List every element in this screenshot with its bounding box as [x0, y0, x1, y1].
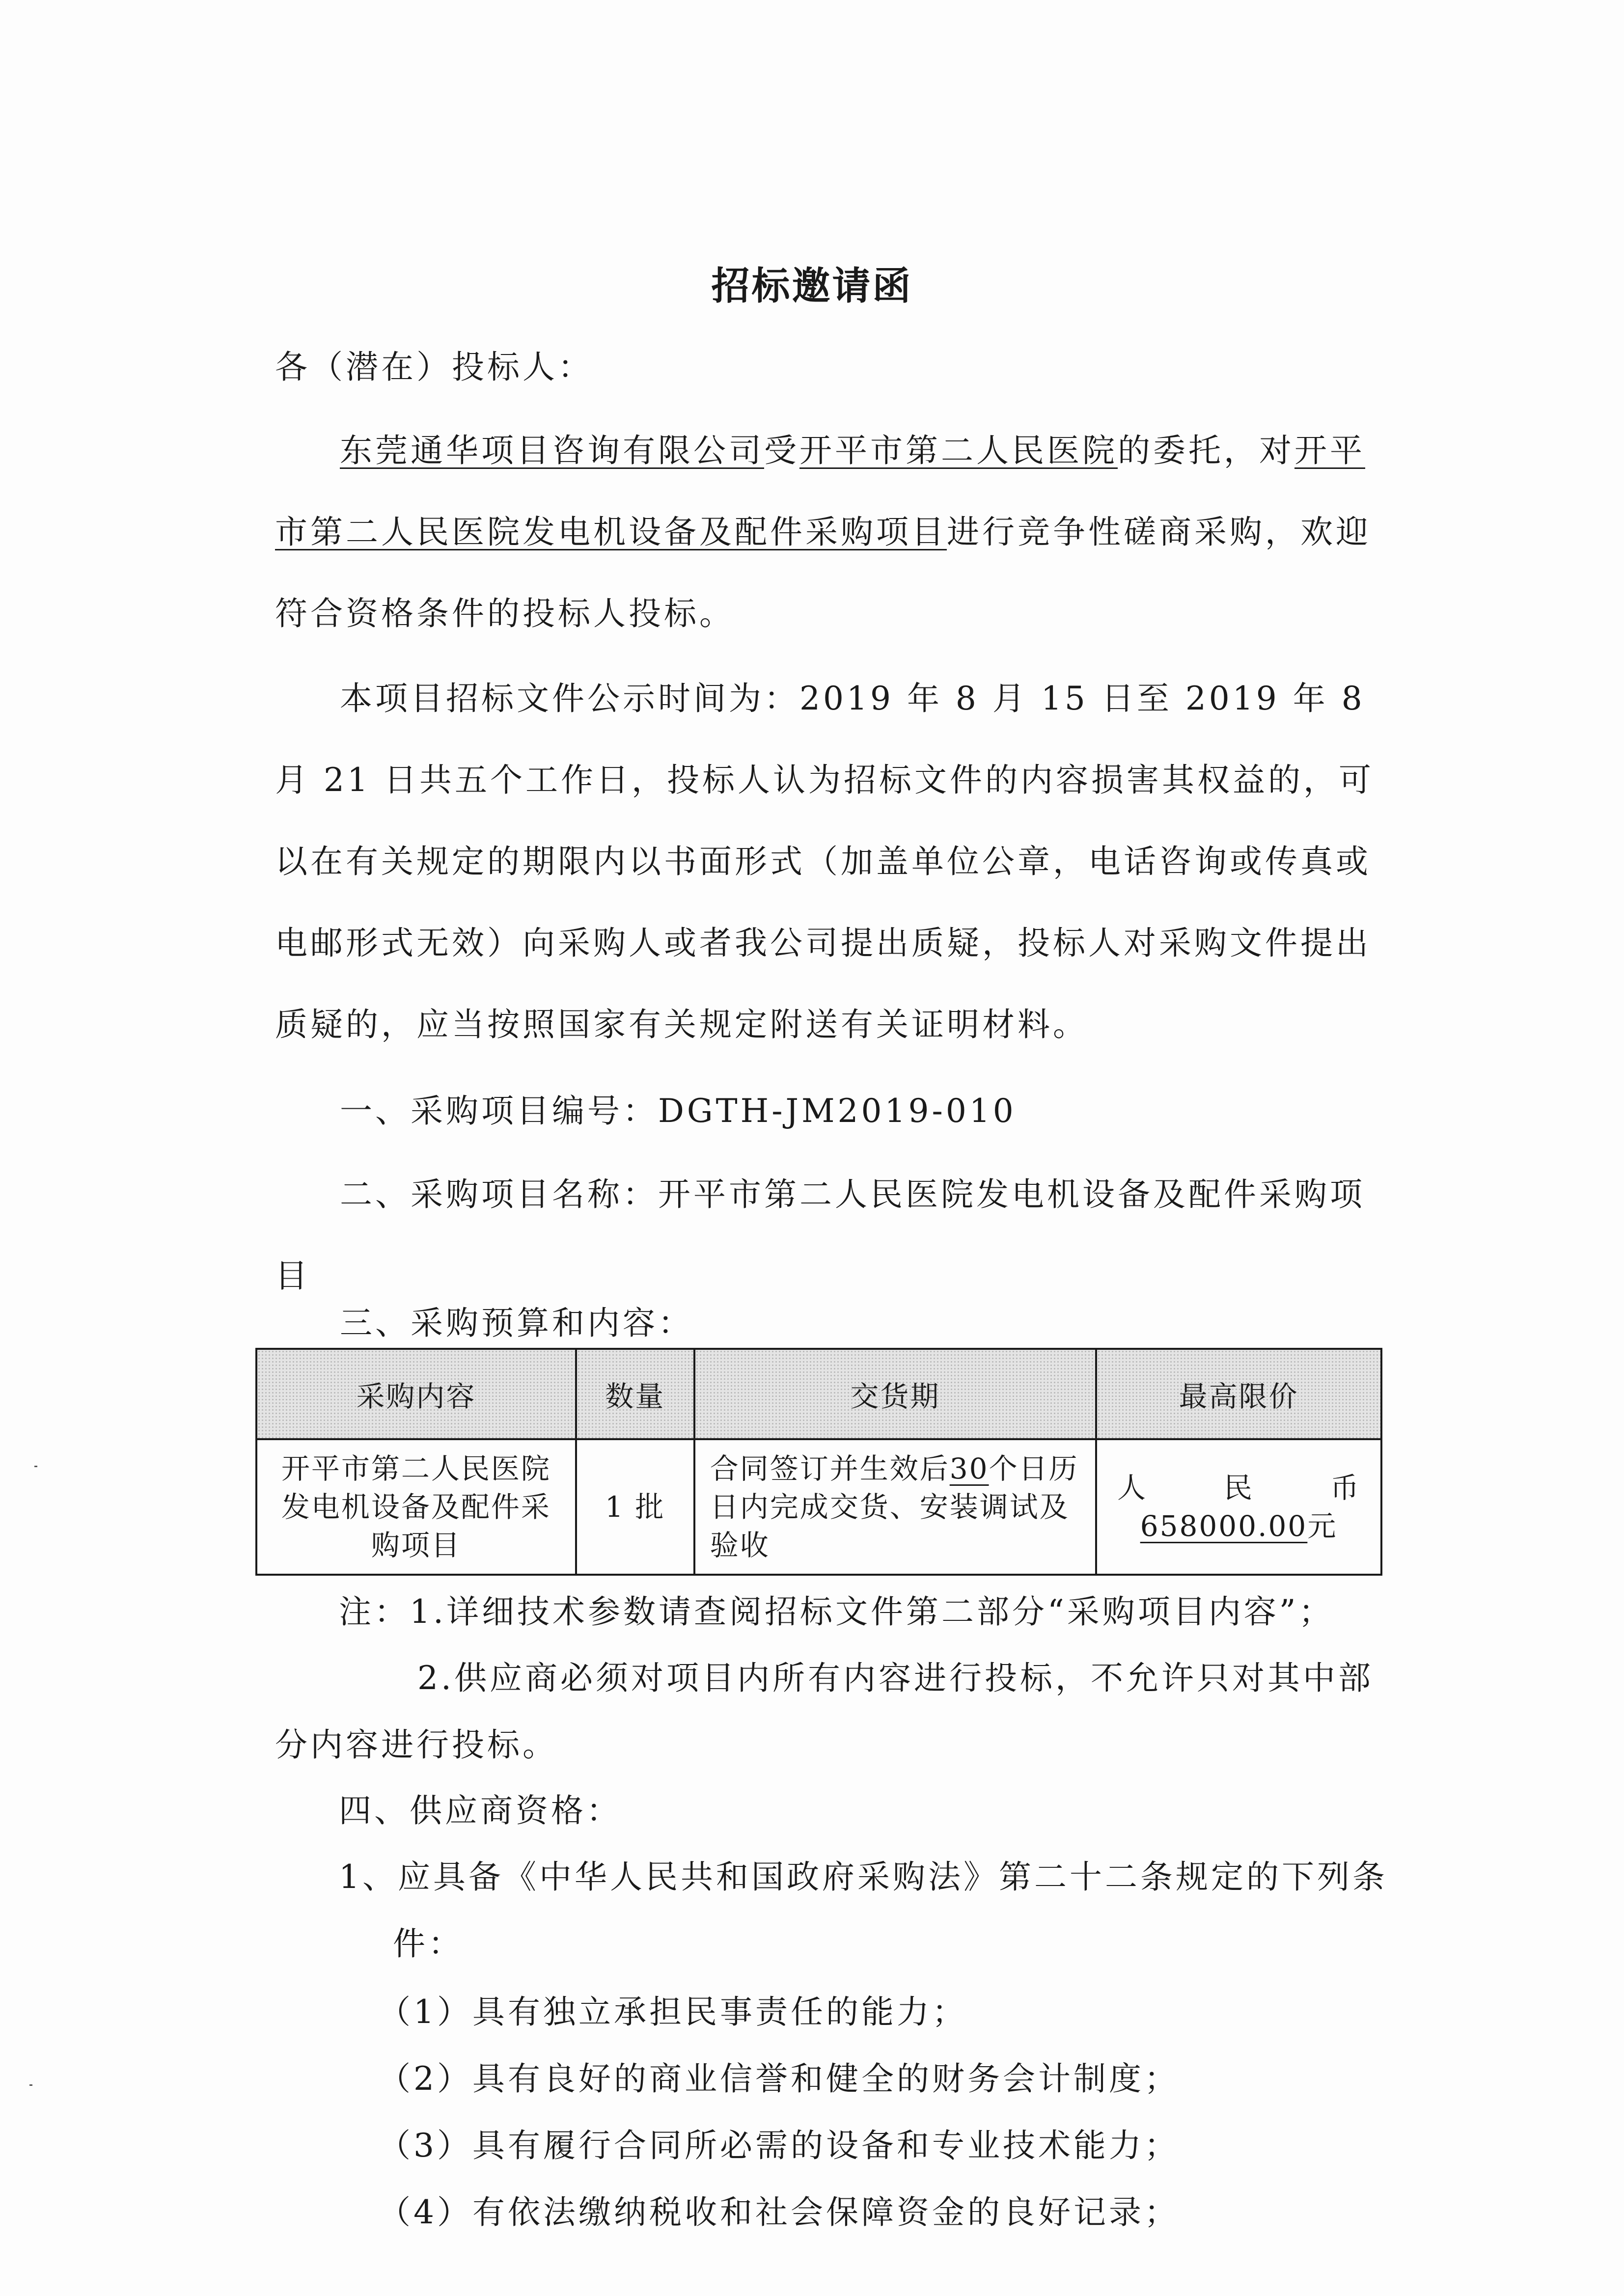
header-content: 采购内容 [256, 1349, 576, 1439]
conditions-list [378, 1979, 1395, 2246]
note-1: 注：1.详细技术参数请查阅招标文件第二部分“采购项目内容”； [339, 1593, 1334, 1631]
delivery-days: 30 [949, 1452, 989, 1485]
condition-item: （1）具有独立承担民事责任的能力； [378, 1993, 967, 2031]
note-2: 2.供应商必须对项目内所有内容进行投标，不允许只对其中部分内容进行投标。 [275, 1659, 1374, 1764]
header-delivery: 交货期 [694, 1349, 1096, 1439]
cell-quantity: 1 批 [576, 1439, 694, 1575]
document-title: 招标邀请函 [711, 264, 913, 308]
currency-char-2: 民 [1224, 1471, 1254, 1504]
currency-char-1: 人 [1117, 1471, 1148, 1504]
section-2-project-name: 二、采购项目名称：开平市第二人民医院发电机设备及配件采购项目 [275, 1175, 1365, 1295]
condition-item: （4）有依法缴纳税收和社会保障资金的良好记录； [378, 2193, 1180, 2231]
intro-text-3: 进行竞争性磋商采购，欢迎符合资格条件的投标人投标。 [275, 513, 1371, 632]
budget-table [255, 1348, 1382, 1576]
condition-item: （3）具有履行合同所必需的设备和专业技术能力； [378, 2127, 1180, 2164]
cell-content: 开平市第二人民医院发电机设备及配件采购项目 [256, 1439, 576, 1575]
client-name: 开平市第二人民医院 [799, 432, 1118, 469]
salutation: 各（潜在）投标人： [275, 348, 593, 386]
condition-item: （2）具有良好的商业信誉和健全的财务会计制度； [378, 2060, 1180, 2098]
currency-char-3: 币 [1330, 1471, 1360, 1504]
delivery-text-pre: 合同签订并生效后 [710, 1452, 950, 1485]
cell-delivery [694, 1439, 1096, 1575]
scan-mark [29, 2084, 32, 2086]
cell-max-price [1096, 1439, 1381, 1575]
header-quantity: 数量 [576, 1349, 694, 1439]
table-row [256, 1439, 1381, 1575]
header-max-price: 最高限价 [1096, 1349, 1381, 1439]
agent-name: 东莞通华项目咨询有限公司 [340, 432, 764, 469]
intro-paragraph [275, 410, 1395, 655]
intro-text-2: 的委托，对 [1118, 432, 1294, 469]
price-unit: 元 [1307, 1509, 1338, 1543]
table-header-row [256, 1349, 1381, 1439]
project-name: 开平市第二人民医院发电机设备及配件采购项目 [275, 432, 1365, 551]
intro-text-1: 受 [764, 432, 799, 469]
price-currency [1098, 1469, 1380, 1507]
delivery-text-post: 个日历日内完成交货、安装调试及验收 [710, 1452, 1079, 1562]
price-value [1098, 1507, 1380, 1545]
scan-mark [34, 1466, 37, 1467]
section-4-qualifications: 四、供应商资格： [339, 1792, 622, 1830]
section-3-budget: 三、采购预算和内容： [340, 1304, 693, 1342]
requirement-1: 1、应具备《中华人民共和国政府采购法》第二十二条规定的下列条件： [339, 1858, 1388, 1963]
price-amount: 658000.00 [1140, 1509, 1308, 1543]
section-1-project-number: 一、采购项目编号：DGTH-JM2019-010 [340, 1092, 1017, 1130]
notice-paragraph: 本项目招标文件公示时间为：2019 年 8 月 15 日至 2019 年 8 月 21 日共五个工作日，投标人认为招标文件的内容损害其权益的，可以在有关规定的期限内以书面形式（加盖单位公章，电话咨询或传真或电邮形式无效）向采购人或者我公司提出质疑，投标人对采购文件提出质疑的，应当按照国家有关规定附送有关证明材料。 [275, 680, 1374, 1043]
